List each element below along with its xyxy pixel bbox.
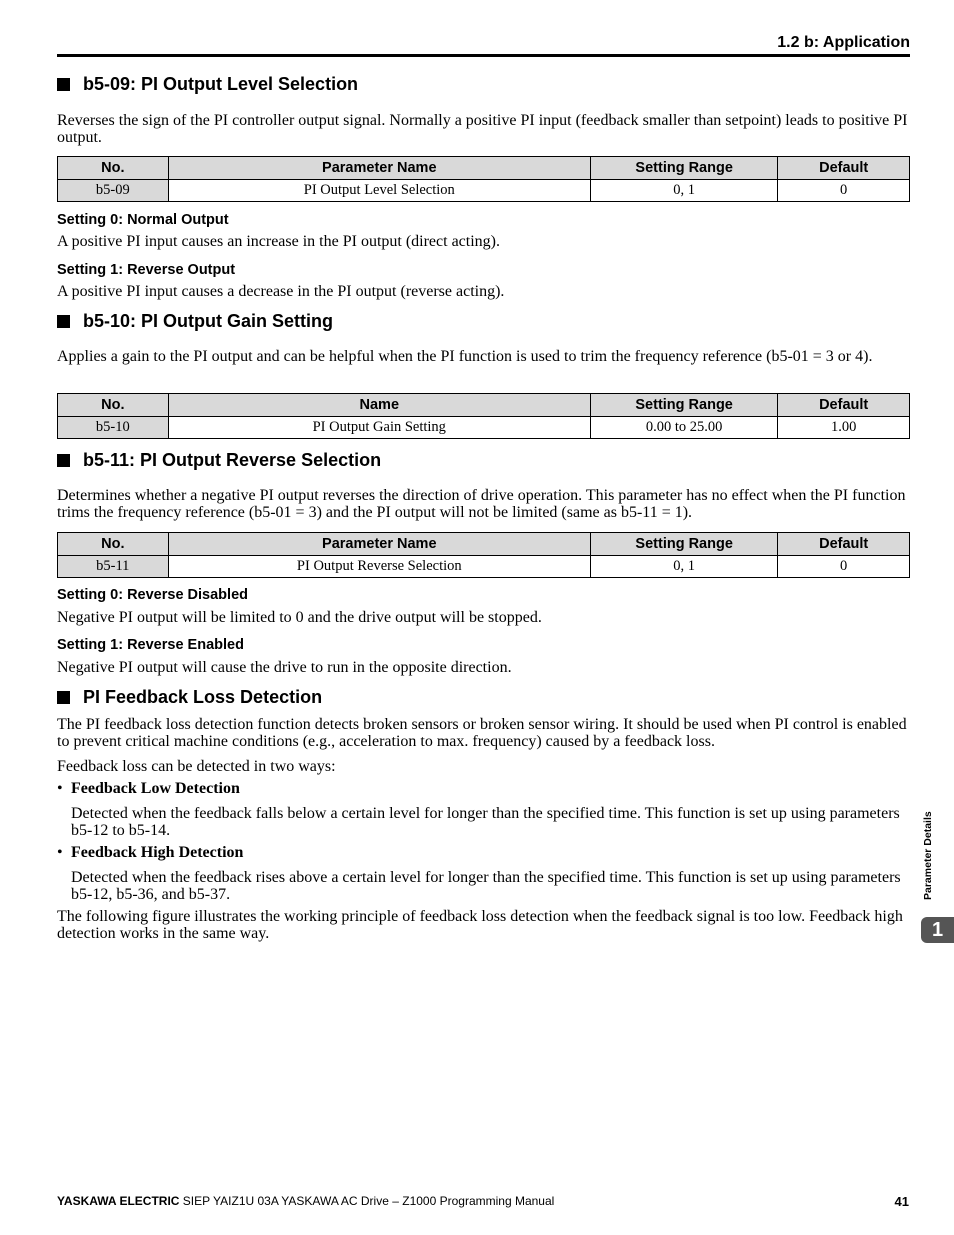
setting-0-text: A positive PI input causes an increase in the PI output (direct acting).	[57, 233, 500, 250]
setting-1-text: Negative PI output will cause the drive to run in the opposite direction.	[57, 659, 512, 676]
page-number: 41	[894, 1194, 909, 1209]
table-cell: b5-09	[58, 180, 169, 202]
column-header: No.	[58, 157, 169, 180]
table-cell: b5-11	[58, 556, 169, 578]
parameter-table-b5-09	[57, 156, 910, 202]
table-cell: 0	[778, 556, 910, 578]
column-header: Setting Range	[590, 533, 777, 556]
heading-text: b5-09: PI Output Level Selection	[83, 74, 359, 94]
parameter-table-b5-11	[57, 532, 910, 578]
column-header: Default	[778, 533, 910, 556]
list-item-text: Detected when the feedback falls below a certain level for longer than the specified time. This function is set up using parameters b5-12 to b5-14.	[71, 805, 900, 839]
setting-0-text: Negative PI output will be limited to 0 and the drive output will be stopped.	[57, 609, 542, 626]
table-row	[58, 417, 910, 439]
table-header-row	[58, 394, 910, 417]
table-cell: 1.00	[778, 417, 910, 439]
column-header: Name	[168, 394, 590, 417]
paragraph-figure-intro: The following figure illustrates the working principle of feedback loss detection when the feedback signal is too low. Feedback high detection works in the same way.	[57, 908, 903, 942]
section-heading-b5-09	[57, 74, 358, 95]
footer	[57, 1194, 554, 1208]
paragraph-b5-09-intro: Reverses the sign of the PI controller output signal. Normally a positive PI input (feedback smaller than setpoint) leads to positive PI output.	[57, 112, 908, 146]
header-rule	[57, 54, 910, 57]
setting-1-title: Setting 1: Reverse Enabled	[57, 637, 244, 653]
heading-text: PI Feedback Loss Detection	[83, 687, 323, 707]
table-cell: 0.00 to 25.00	[590, 417, 777, 439]
section-heading-feedback-loss	[57, 687, 322, 708]
table-row	[58, 180, 910, 202]
chapter-tab: 1	[921, 917, 954, 943]
square-bullet-icon	[57, 315, 70, 328]
column-header: No.	[58, 533, 169, 556]
paragraph-b5-10-intro: Applies a gain to the PI output and can be helpful when the PI function is used to trim the frequency reference (b5-01 = 3 or 4).	[57, 348, 873, 365]
side-section-label: Parameter Details	[922, 811, 934, 900]
list-item-title: Feedback Low Detection	[71, 780, 240, 797]
table-cell: PI Output Gain Setting	[168, 417, 590, 439]
table-header-row	[58, 533, 910, 556]
heading-text: b5-10: PI Output Gain Setting	[83, 311, 334, 331]
column-header: Setting Range	[590, 157, 777, 180]
column-header: No.	[58, 394, 169, 417]
section-heading-b5-10	[57, 311, 333, 332]
column-header: Default	[778, 394, 910, 417]
running-header: 1.2 b: Application	[777, 34, 910, 51]
square-bullet-icon	[57, 78, 70, 91]
list-item-text: Detected when the feedback rises above a certain level for longer than the specified time. This function is set up using parameters b5-12, b5-36, and b5-37.	[71, 869, 901, 903]
table-cell: 0	[778, 180, 910, 202]
square-bullet-icon	[57, 691, 70, 704]
column-header: Parameter Name	[168, 157, 590, 180]
table-cell: PI Output Reverse Selection	[168, 556, 590, 578]
column-header: Setting Range	[590, 394, 777, 417]
square-bullet-icon	[57, 454, 70, 467]
table-cell: b5-10	[58, 417, 169, 439]
bullet-dot-icon: •	[57, 844, 63, 861]
setting-1-text: A positive PI input causes a decrease in the PI output (reverse acting).	[57, 283, 505, 300]
table-header-row	[58, 157, 910, 180]
column-header: Default	[778, 157, 910, 180]
section-heading-b5-11	[57, 450, 381, 471]
table-cell: 0, 1	[590, 556, 777, 578]
heading-text: b5-11: PI Output Reverse Selection	[83, 450, 382, 470]
list-item-feedback-low	[57, 780, 240, 798]
setting-1-title: Setting 1: Reverse Output	[57, 262, 236, 278]
bullet-dot-icon: •	[57, 780, 63, 797]
paragraph-b5-11-intro: Determines whether a negative PI output reverses the direction of drive operation. This parameter has no effect when the PI function trims the frequency reference (b5-01 = 3) and the PI output will not be limited (same as b5-11 = 1).	[57, 487, 906, 521]
parameter-table-b5-10	[57, 393, 910, 439]
list-item-feedback-high	[57, 844, 243, 862]
paragraph-feedback-ways: Feedback loss can be detected in two ways:	[57, 758, 336, 775]
setting-0-title: Setting 0: Normal Output	[57, 212, 229, 228]
setting-0-title: Setting 0: Reverse Disabled	[57, 587, 248, 603]
table-cell: PI Output Level Selection	[168, 180, 590, 202]
paragraph-feedback-intro: The PI feedback loss detection function detects broken sensors or broken sensor wiring. It should be used when PI control is enabled to prevent critical machine conditions (e.g., acceleration to max. frequency) caused by a feedback loss.	[57, 716, 907, 750]
column-header: Parameter Name	[168, 533, 590, 556]
list-item-title: Feedback High Detection	[71, 844, 244, 861]
table-row	[58, 556, 910, 578]
footer-doc-title: SIEP YAIZ1U 03A YASKAWA AC Drive – Z1000 Programming Manual	[179, 1194, 555, 1208]
footer-brand: YASKAWA ELECTRIC	[57, 1194, 180, 1208]
table-cell: 0, 1	[590, 180, 777, 202]
